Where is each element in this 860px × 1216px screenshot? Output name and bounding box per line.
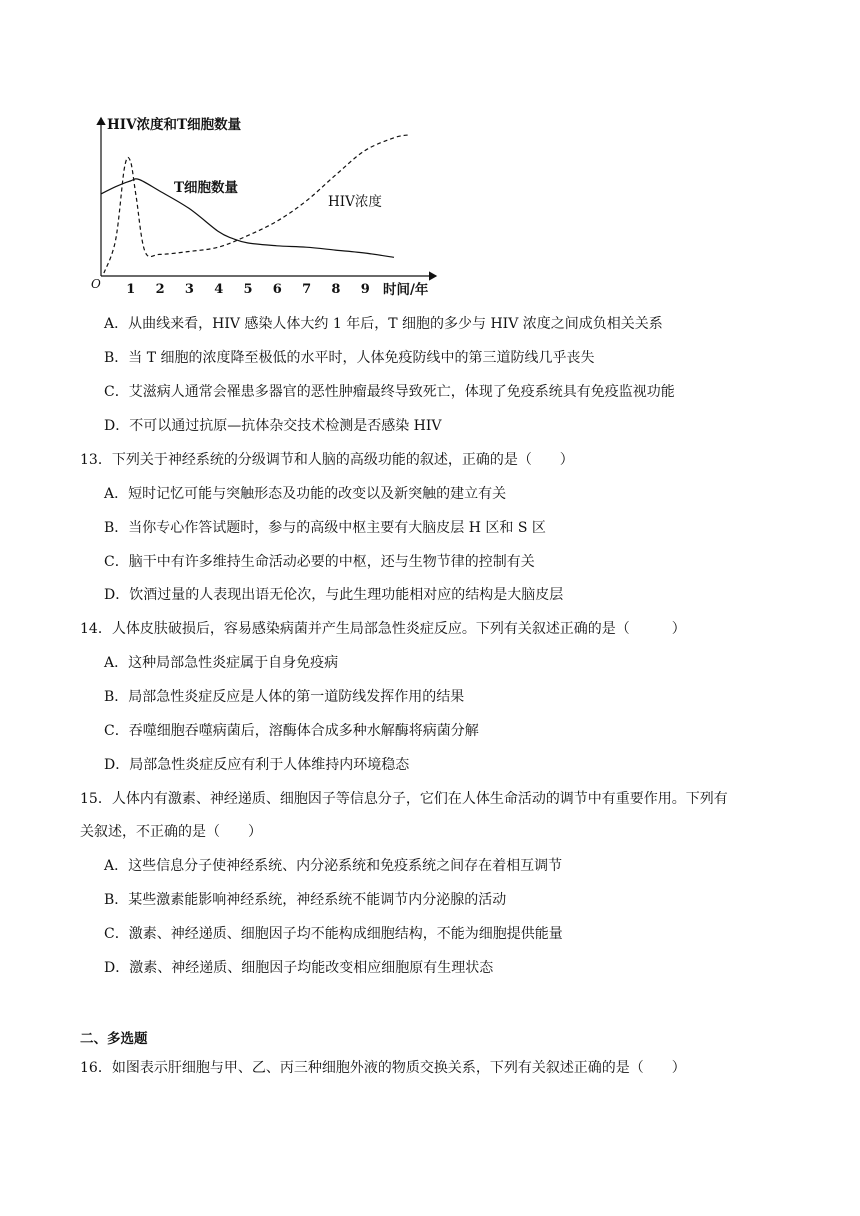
series-label-t-cell: T细胞数量 [174, 180, 239, 196]
option-text: 脑干中有许多维持生命活动必要的中枢，还与生物节律的控制有关 [128, 554, 535, 570]
x-tick-label: 2 [155, 282, 165, 297]
x-tick-label: 7 [302, 282, 312, 297]
option-label: A． [104, 655, 129, 671]
option-text: 艾滋病人通常会罹患多器官的恶性肿瘤最终导致死亡，体现了免疫系统具有免疫监视功能 [128, 384, 675, 400]
q12-option-a[interactable] [104, 314, 663, 334]
option-label: A． [104, 316, 129, 332]
q16-stem: 16．如图表示肝细胞与甲、乙、丙三种细胞外液的物质交换关系，下列有关叙述正确的是（ ） [80, 1060, 686, 1076]
q15-option-b[interactable] [104, 890, 506, 910]
q12-option-b[interactable] [104, 348, 595, 368]
series-label-hiv: HIV浓度 [328, 194, 382, 210]
option-text: 局部急性炎症反应是人体的第一道防线发挥作用的结果 [128, 689, 465, 705]
q14-option-b[interactable] [104, 687, 464, 707]
option-label: C． [104, 926, 129, 942]
q13-option-a[interactable] [104, 484, 506, 504]
y-axis-label: HIV浓度和T细胞数量 [107, 117, 242, 133]
q13-option-c[interactable] [104, 552, 535, 572]
option-text: 局部急性炎症反应有利于人体维持内环境稳态 [129, 757, 410, 773]
origin-label: O [91, 277, 101, 291]
option-label: B． [104, 689, 129, 705]
x-tick-label: 4 [214, 282, 224, 297]
option-label: D． [104, 587, 130, 603]
t-cell-line [101, 179, 394, 257]
x-tick-labels [126, 282, 369, 297]
hiv-tcell-chart [88, 110, 448, 310]
option-label: D． [104, 418, 130, 434]
q12-option-c[interactable] [104, 382, 675, 402]
option-text: 吞噬细胞吞噬病菌后，溶酶体合成多种水解酶将病菌分解 [128, 723, 479, 739]
q13-stem: 13．下列关于神经系统的分级调节和人脑的高级功能的叙述，正确的是（ ） [80, 452, 574, 468]
option-text: 激素、神经递质、细胞因子均不能构成细胞结构，不能为细胞提供能量 [128, 926, 563, 942]
q15-option-a[interactable] [104, 856, 562, 876]
section-title: 二、多选题 [80, 1031, 148, 1047]
q14-stem: 14．人体皮肤破损后，容易感染病菌并产生局部急性炎症反应。下列有关叙述正确的是（ ） [80, 621, 686, 637]
option-label: B． [104, 350, 129, 366]
x-axis-label: 时间/年 [383, 282, 429, 298]
q13-option-d[interactable] [104, 585, 563, 605]
option-text: 某些激素能影响神经系统，神经系统不能调节内分泌腺的活动 [128, 892, 507, 908]
q13-option-b[interactable] [104, 518, 546, 538]
option-text: 这种局部急性炎症属于自身免疫病 [128, 655, 339, 671]
option-label: B． [104, 520, 129, 536]
chart-svg [88, 110, 448, 310]
option-label: A． [104, 486, 129, 502]
q14-option-a[interactable] [104, 653, 338, 673]
option-label: B． [104, 892, 129, 908]
x-tick-label: 5 [243, 282, 253, 297]
option-text: 当你专心作答试题时，参与的高级中枢主要有大脑皮层 H 区和 S 区 [128, 520, 546, 536]
option-label: D． [104, 757, 130, 773]
option-label: C． [104, 384, 129, 400]
option-label: D． [104, 960, 130, 976]
option-text: 激素、神经递质、细胞因子均能改变相应细胞原有生理状态 [129, 960, 494, 976]
q15-option-c[interactable] [104, 924, 563, 944]
option-label: C． [104, 723, 129, 739]
x-tick-label: 6 [272, 282, 282, 297]
q14-option-d[interactable] [104, 755, 409, 775]
option-label: A． [104, 858, 129, 874]
option-text: 当 T 细胞的浓度降至极低的水平时，人体免疫防线中的第三道防线几乎丧失 [128, 350, 595, 366]
option-text: 饮酒过量的人表现出语无伦次，与此生理功能相对应的结构是大脑皮层 [129, 587, 564, 603]
option-text: 这些信息分子使神经系统、内分泌系统和免疫系统之间存在着相互调节 [128, 858, 563, 874]
x-tick-label: 3 [184, 282, 194, 297]
q12-option-d[interactable] [104, 416, 442, 436]
x-tick-label: 8 [331, 282, 341, 297]
option-label: C． [104, 554, 129, 570]
q14-option-c[interactable] [104, 721, 479, 741]
q15-stem-line2: 关叙述，不正确的是（ ） [80, 824, 262, 840]
x-tick-label: 1 [126, 282, 136, 297]
x-tick-label: 9 [360, 282, 370, 297]
option-text: 短时记忆可能与突触形态及功能的改变以及新突触的建立有关 [128, 486, 507, 502]
option-text: 不可以通过抗原—抗体杂交技术检测是否感染 HIV [129, 418, 442, 434]
q15-stem-line1: 15．人体内有激素、神经递质、细胞因子等信息分子，它们在人体生命活动的调节中有重要作用。下列有 [80, 791, 728, 807]
option-text: 从曲线来看，HIV 感染人体大约 1 年后，T 细胞的多少与 HIV 浓度之间成负相关关系 [128, 316, 663, 332]
q15-option-d[interactable] [104, 958, 493, 978]
